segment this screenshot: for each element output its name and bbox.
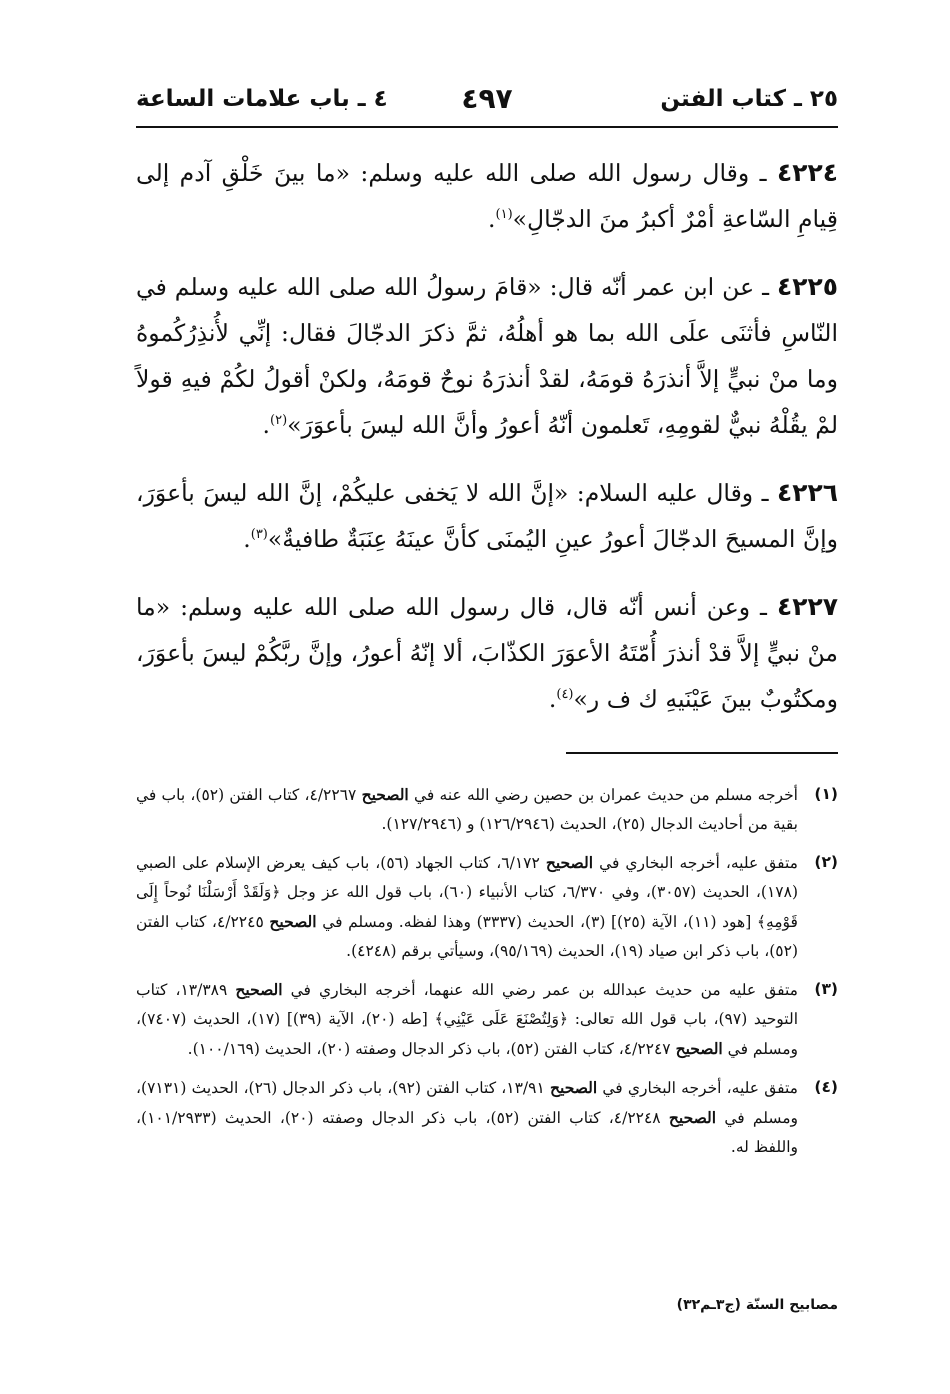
hadith-text: ـ وعن أنس أنّه قال، قال رسول الله صلى الله عليه وسلم: «ما منْ نبيٍّ إلاَّ قدْ أنذرَ أُمّتَهُ الأعوَرَ الكذّابَ، ألا إنّهُ أعورُ، وإنَّ ربَّكُمْ ليسَ بأعوَرَ، ومكتُوبٌ بينَ عَيْنَيهِ ك ف ر» bbox=[136, 593, 838, 713]
footnote-1: (١) أخرجه مسلم من حديث عمران بن حصين رضي الله عنه في الصحيح ٤/٢٢٦٧، كتاب الفتن (٥٢)، باب في بقية من أحاديث الدجال (٢٥)، الحديث (١٢٦/٢٩٤٦) و (١٢٧/٢٩٤٦). bbox=[136, 780, 838, 839]
footnote-ref: (١) bbox=[495, 207, 513, 223]
hadith-4224: ٤٢٢٤ ـ وقال رسول الله صلى الله عليه وسلم: «ما بينَ خَلْقِ آدم إلى قِيامِ السّاعةِ أمْرٌ أكبرُ منَ الدجّالِ»$^{(١)}$. bbox=[136, 158, 838, 233]
source-title: الصحيح bbox=[361, 785, 409, 804]
page-number: ٤٩٧ bbox=[461, 82, 513, 115]
hadith-4225: ٤٢٢٥ ـ عن ابن عمر أنّه قال: «قامَ رسولُ الله صلى الله عليه وسلم في النّاسِ فأثنَى علَى الله بما هو أهلُهُ، ثمَّ ذكرَ الدجّالَ فقال: إنِّي لأُنذِرُكُموهُ وما منْ نبيٍّ إلاَّ أنذرَهُ قومَهُ، لقدْ أنذرَهُ نوحٌ قومَهُ، ولكنْ أقولُ لكُمْ فيهِ قولاً لمْ يقُلْهُ نبيٌّ لقومِهِ، تَعلمون أنّهُ أعورُ وأنَّ الله ليسَ بأعوَرَ»$^{(٢)}$. bbox=[136, 272, 838, 439]
source-title: الصحيح bbox=[545, 853, 594, 872]
footnote-3: (٣) متفق عليه من حديث عبدالله بن عمر رضي الله عنهما، أخرجه البخاري في الصحيح ١٣/٣٨٩، كتاب التوحيد (٩٧)، باب قول الله تعالى: ﴿وَلِتُصْنَعَ عَلَى عَيْنِي﴾ [طه (٢٠)، الآية (٣٩)] (١٧)، الحديث (٧٤٠٧)، ومسلم في الصحيح ٤/٢٢٤٧، كتاب الفتن (٥٢)، باب ذكر الدجال وصفته (٢٠)، الحديث (١٠٠/١٦٩). bbox=[136, 975, 838, 1064]
footnotes bbox=[136, 780, 838, 1171]
running-header bbox=[136, 82, 838, 128]
footnote-ref: (٢) bbox=[270, 413, 288, 429]
hadith-text: ـ وقال رسول الله صلى الله عليه وسلم: «ما بينَ خَلْقِ آدم إلى قِيامِ السّاعةِ أمْرٌ أكبرُ منَ الدجّالِ» bbox=[136, 159, 838, 233]
hadith-4227: ٤٢٢٧ ـ وعن أنس أنّه قال، قال رسول الله صلى الله عليه وسلم: «ما منْ نبيٍّ إلاَّ قدْ أنذرَ أُمّتَهُ الأعوَرَ الكذّابَ، ألا إنّهُ أعورُ، وإنَّ ربَّكُمْ ليسَ بأعوَرَ، ومكتُوبٌ بينَ عَيْنَيهِ ك ف ر»$^{(٤)}$. bbox=[136, 592, 838, 713]
footnote-2: (٢) متفق عليه، أخرجه البخاري في الصحيح ٦/١٧٢، كتاب الجهاد (٥٦)، باب كيف يعرض الإسلام على الصبي (١٧٨)، الحديث (٣٠٥٧)، وفي ٦/٣٧٠، كتاب الأنبياء (٦٠)، باب قول الله عز وجل ﴿وَلَقَدْ أَرْسَلْنَا نُوحاً إِلَى قَوْمِهِ﴾ [هود (١١)، الآية (٢٥)] (٣)، الحديث (٣٣٣٧) وهذا لفظه. ومسلم في الصحيح ٤/٢٢٤٥، كتاب الفتن (٥٢)، باب ذكر ابن صياد (١٩)، الحديث (٩٥/١٦٩)، وسيأتي برقم (٤٢٤٨). bbox=[136, 848, 838, 966]
source-title: الصحيح bbox=[269, 912, 317, 931]
section-title: ٤ ـ باب علامات الساعة bbox=[136, 86, 388, 112]
source-title: الصحيح bbox=[675, 1039, 723, 1058]
chapter-title: ٢٥ ـ كتاب الفتن bbox=[660, 86, 838, 112]
hadith-number: ٤٢٢٧ bbox=[776, 592, 838, 621]
volume-signature: مصابيح السنّة (ج٣ـم٣٢) bbox=[676, 1297, 838, 1313]
footnote-divider bbox=[566, 752, 838, 754]
footnote-ref: (٣) bbox=[250, 527, 268, 543]
hadith-number: ٤٢٢٤ bbox=[776, 158, 838, 187]
source-title: الصحيح bbox=[668, 1108, 717, 1127]
hadith-number: ٤٢٢٥ bbox=[776, 272, 838, 301]
footnote-4: (٤) متفق عليه، أخرجه البخاري في الصحيح ١٣/٩١، كتاب الفتن (٩٢)، باب ذكر الدجال (٢٦)، الحديث (٧١٣١)، ومسلم في الصحيح ٤/٢٢٤٨، كتاب الفتن (٥٢)، باب ذكر الدجال وصفته (٢٠)، الحديث (١٠١/٢٩٣٣)، واللفظ له. bbox=[136, 1073, 838, 1162]
source-title: الصحيح bbox=[235, 980, 283, 999]
hadith-4226: ٤٢٢٦ ـ وقال عليه السلام: «إنَّ الله لا يَخفى عليكُمْ، إنَّ الله ليسَ بأعوَرَ، وإنَّ المسيحَ الدجّالَ أعورُ عينِ اليُمنَى كأنَّ عينَهُ عِنَبَةٌ طافيةٌ»$^{(٣)}$. bbox=[136, 478, 838, 553]
footnote-ref: (٤) bbox=[556, 687, 574, 703]
hadith-text: ـ وقال عليه السلام: «إنَّ الله لا يَخفى عليكُمْ، إنَّ الله ليسَ بأعوَرَ، وإنَّ المسيحَ الدجّالَ أعورُ عينِ اليُمنَى كأنَّ عينَهُ عِنَبَةٌ طافيةٌ» bbox=[136, 479, 838, 553]
main-text bbox=[136, 150, 838, 744]
hadith-number: ٤٢٢٦ bbox=[776, 478, 838, 507]
footnote-number: (٣) bbox=[814, 980, 838, 998]
footnote-number: (١) bbox=[814, 785, 838, 803]
hadith-text: ـ عن ابن عمر أنّه قال: «قامَ رسولُ الله صلى الله عليه وسلم في النّاسِ فأثنَى علَى الله بما هو أهلُهُ، ثمَّ ذكرَ الدجّالَ فقال: إنِّي لأُنذِرُكُموهُ وما منْ نبيٍّ إلاَّ أنذرَهُ قومَهُ، لقدْ أنذرَهُ نوحٌ قومَهُ، ولكنْ أقولُ لكُمْ فيهِ قولاً لمْ يقُلْهُ نبيٌّ لقومِهِ، تَعلمون أنّهُ أعورُ وأنَّ الله ليسَ بأعوَرَ» bbox=[136, 273, 838, 439]
footnote-number: (٢) bbox=[814, 853, 838, 871]
source-title: الصحيح bbox=[550, 1078, 598, 1097]
footnote-number: (٤) bbox=[814, 1078, 838, 1096]
